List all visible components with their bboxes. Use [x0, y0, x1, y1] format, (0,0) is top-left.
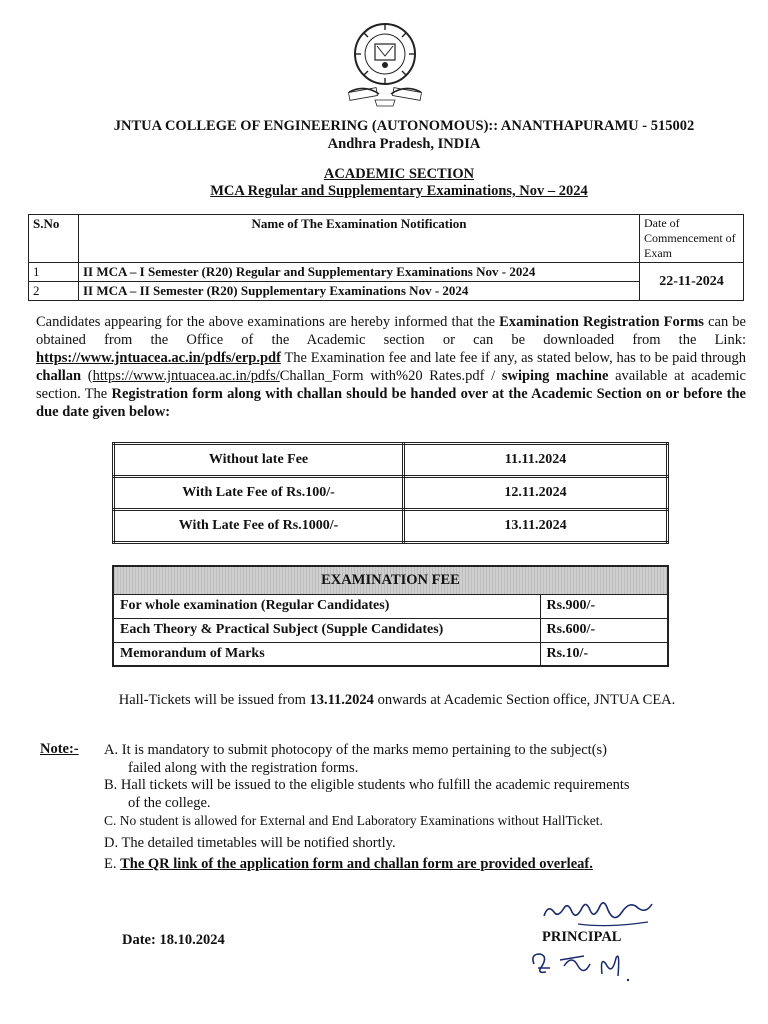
table-row: [113, 618, 668, 642]
hall-text: Hall-Tickets will be issued from: [118, 692, 310, 708]
note-letter: A.: [104, 742, 119, 758]
table-row: [113, 642, 668, 666]
fee-amount: Rs.900/-: [540, 594, 668, 618]
row-name: II MCA – I Semester (R20) Regular and Supplementary Examinations Nov - 2024: [78, 263, 639, 282]
section-title: ACADEMIC SECTION: [323, 166, 475, 182]
fee-item: Each Theory & Practical Subject (Supple Candidates): [113, 618, 540, 642]
header-sno: S.No: [29, 215, 79, 263]
note-text: The detailed timetables will be notified shortly.: [121, 835, 396, 851]
row-name: II MCA – II Semester (R20) Supplementary Examinations Nov - 2024: [78, 282, 639, 301]
fee-header-row: [113, 566, 668, 594]
note-letter: E.: [104, 856, 117, 872]
date-value: 18.10.2024: [159, 932, 225, 948]
date-label: Date:: [122, 932, 156, 948]
table-header-row: [29, 215, 744, 263]
due-date: 13.11.2024: [404, 510, 668, 543]
due-dates-table: [112, 442, 669, 544]
note-item-b: [104, 776, 724, 812]
table-row: [113, 594, 668, 618]
university-logo: [335, 16, 435, 110]
due-label: With Late Fee of Rs.1000/-: [114, 510, 404, 543]
para-text: (: [81, 368, 93, 384]
para-text: Challan_Form with%20 Rates.pdf /: [279, 368, 502, 384]
fee-item: Memorandum of Marks: [113, 642, 540, 666]
para-bold: Examination Registration Forms: [499, 314, 704, 330]
para-bold: swiping machine: [501, 368, 609, 384]
para-bold: challan: [36, 368, 82, 384]
issue-date: [122, 932, 225, 949]
header-date: Date of Commencement of Exam: [640, 215, 744, 263]
note-text: of the college.: [128, 795, 211, 811]
note-text: It is mandatory to submit photocopy of the marks memo pertaining to the subject(s): [121, 742, 607, 758]
due-date: 11.11.2024: [404, 444, 668, 477]
note-label: Note:-: [40, 741, 79, 757]
note-item-a: [104, 741, 724, 777]
hall-ticket-info: [0, 692, 768, 709]
due-label: Without late Fee: [114, 444, 404, 477]
note-item-c: [104, 812, 744, 830]
note-item-d: [104, 834, 724, 852]
examination-fee-table: [112, 565, 669, 667]
signature-icon: [538, 894, 656, 932]
initials-icon: [528, 946, 638, 986]
note-text: No student is allowed for External and End Laboratory Examinations without HallTicket.: [119, 813, 603, 828]
note-letter: D.: [104, 835, 119, 851]
institution-name: JNTUA COLLEGE OF ENGINEERING (AUTONOMOUS):: ANANTHAPURAMU - 515002: [113, 118, 695, 134]
note-letter: C.: [104, 813, 117, 828]
table-row: [114, 510, 668, 543]
due-date: 12.11.2024: [404, 477, 668, 510]
note-text: Hall tickets will be issued to the eligible students who fulfill the academic requirements: [120, 777, 630, 793]
principal-label: PRINCIPAL: [542, 929, 622, 945]
table-row: [114, 477, 668, 510]
table-row: [29, 282, 744, 301]
fee-item: For whole examination (Regular Candidates): [113, 594, 540, 618]
note-letter: B.: [104, 777, 118, 793]
notification-table: [28, 214, 744, 301]
fee-amount: Rs.600/-: [540, 618, 668, 642]
para-text: available at academic section. The: [36, 368, 746, 402]
challan-link[interactable]: https://www.jntuacea.ac.in/pdfs/: [92, 368, 280, 384]
erp-link[interactable]: https://www.jntuacea.ac.in/pdfs/erp.pdf: [36, 350, 281, 366]
fee-amount: Rs.10/-: [540, 642, 668, 666]
note-text: The QR link of the application form and challan form are provided overleaf.: [120, 856, 593, 872]
row-sno: 2: [29, 282, 79, 301]
table-row: [114, 444, 668, 477]
header-name: Name of The Examination Notification: [78, 215, 639, 263]
para-text: can be obtained from the Office of the Academic section or can be downloaded from the Link:: [36, 314, 746, 348]
hall-date: 13.11.2024: [309, 692, 374, 708]
exam-title: MCA Regular and Supplementary Examinations, Nov – 2024: [210, 183, 588, 199]
table-row: [29, 263, 744, 282]
instructions-paragraph: [36, 313, 746, 421]
state-name: Andhra Pradesh, INDIA: [327, 136, 481, 152]
fee-table-title: EXAMINATION FEE: [113, 566, 668, 594]
commencement-date: 22-11-2024: [640, 263, 744, 301]
note-item-e: [104, 855, 724, 873]
due-label: With Late Fee of Rs.100/-: [114, 477, 404, 510]
para-text: The Examination fee and late fee if any, as stated below, has to be paid through: [280, 350, 746, 366]
hall-text: onwards at Academic Section office, JNTUA CEA.: [373, 692, 676, 708]
para-text: Candidates appearing for the above examinations are hereby informed that the: [36, 314, 500, 330]
row-sno: 1: [29, 263, 79, 282]
para-bold: Registration form along with challan should be handed over at the Academic Section on or before the due date given below:: [36, 386, 746, 420]
note-text: failed along with the registration forms.: [128, 760, 359, 776]
